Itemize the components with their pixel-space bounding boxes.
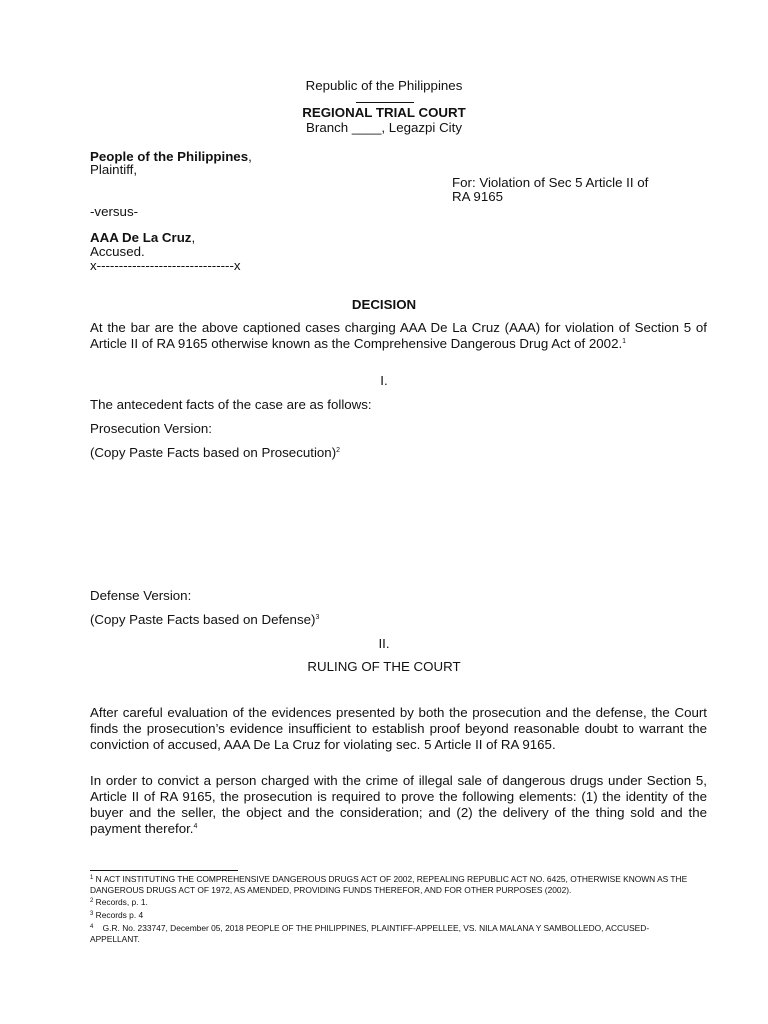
- ruling-title: RULING OF THE COURT: [307, 659, 461, 674]
- prosecution-text: (Copy Paste Facts based on Prosecution): [90, 445, 337, 460]
- antecedent-line: The antecedent facts of the case are as follows:: [90, 397, 372, 412]
- footnote-num: 3: [90, 911, 94, 917]
- footnote-num: 2: [90, 898, 94, 904]
- ruling-paragraph-2: [90, 773, 707, 837]
- branch-line: Branch ____, Legazpi City: [306, 120, 462, 135]
- accused-role: Accused.: [90, 244, 145, 259]
- footnote-num: 4: [90, 924, 94, 930]
- intro-text: At the bar are the above captioned cases charging AAA De La Cruz (AAA) for violation of Section 5 of Article II of RA 9165 otherwise known as the Comprehensive Dangerous Drug Act of 2002.: [90, 320, 707, 351]
- defense-heading: Defense Version:: [90, 588, 192, 603]
- plaintiff-role: Plaintiff,: [90, 162, 138, 177]
- prosecution-body: [90, 445, 340, 461]
- footnote-separator: [90, 870, 238, 871]
- case-caption-line1: For: Violation of Sec 5 Article II of: [452, 175, 649, 190]
- footnote-text: Records, p. 1.: [95, 897, 148, 907]
- court-name: REGIONAL TRIAL COURT: [302, 105, 466, 120]
- caption-separator: x-------------------------------x: [90, 258, 241, 273]
- footnote-num: 1: [90, 875, 94, 881]
- section-two-numeral: II.: [378, 636, 390, 651]
- footnote-ref-2: 2: [336, 447, 341, 454]
- prosecution-heading: Prosecution Version:: [90, 421, 212, 436]
- versus-label: -versus-: [90, 204, 139, 219]
- footnote-text: N ACT INSTITUTING THE COMPREHENSIVE DANGEROUS DRUGS ACT OF 2002, REPEALING REPUBLIC ACT NO. 6425, OTHERWISE KNOWN AS THE DANGEROUS DRUGS ACT OF 1972, AS AMENDED, PROVIDING FUNDS THEREFOR, AND FOR OTHER PURPOSES (2002).: [90, 874, 688, 895]
- plaintiff-name: People of the Philippines: [90, 149, 249, 164]
- court-blank-line: [356, 102, 414, 103]
- ruling-paragraph-2-text: In order to convict a person charged with the crime of illegal sale of dangerous drugs under Section 5, Article II of RA 9165, the prosecution is required to prove the following elements: (1) the identity of the buyer and the seller, the object and the consideration; and (2) the delivery of the thing sold and the payment therefor.: [90, 773, 707, 836]
- republic-line: Republic of the Philippines: [305, 78, 463, 93]
- section-one-numeral: I.: [380, 373, 388, 388]
- footnote-text: Records p. 4: [95, 910, 144, 920]
- footnote-4: [90, 923, 690, 945]
- case-caption-line2: RA 9165: [452, 189, 504, 204]
- decision-title: DECISION: [351, 297, 417, 312]
- defense-text: (Copy Paste Facts based on Defense): [90, 612, 316, 627]
- footnote-1: [90, 874, 690, 896]
- footnote-ref-1: 1: [622, 338, 627, 345]
- ruling-paragraph-1: After careful evaluation of the evidences presented by both the prosecution and the defense, the Court finds the prosecution’s evidence insufficient to establish proof beyond reasonable doubt to warrant the conviction of accused, AAA De La Cruz for violating sec. 5 Article II of RA 9165.: [90, 705, 707, 752]
- footnote-3: [90, 910, 690, 921]
- intro-paragraph: [90, 320, 707, 352]
- footnote-ref-4: 4: [193, 823, 198, 830]
- defense-body: [90, 612, 319, 628]
- footnote-2: [90, 897, 690, 908]
- footnote-ref-3: 3: [315, 614, 320, 621]
- plaintiff-comma: ,: [248, 149, 252, 164]
- footnote-text: G.R. No. 233747, December 05, 2018 PEOPLE OF THE PHILIPPINES, PLAINTIFF-APPELLEE, VS. NILA MALANA Y SAMBOLLEDO, ACCUSED-APPELLANT.: [90, 923, 650, 944]
- accused-comma: ,: [191, 230, 196, 245]
- accused-name: AAA De La Cruz: [90, 230, 192, 245]
